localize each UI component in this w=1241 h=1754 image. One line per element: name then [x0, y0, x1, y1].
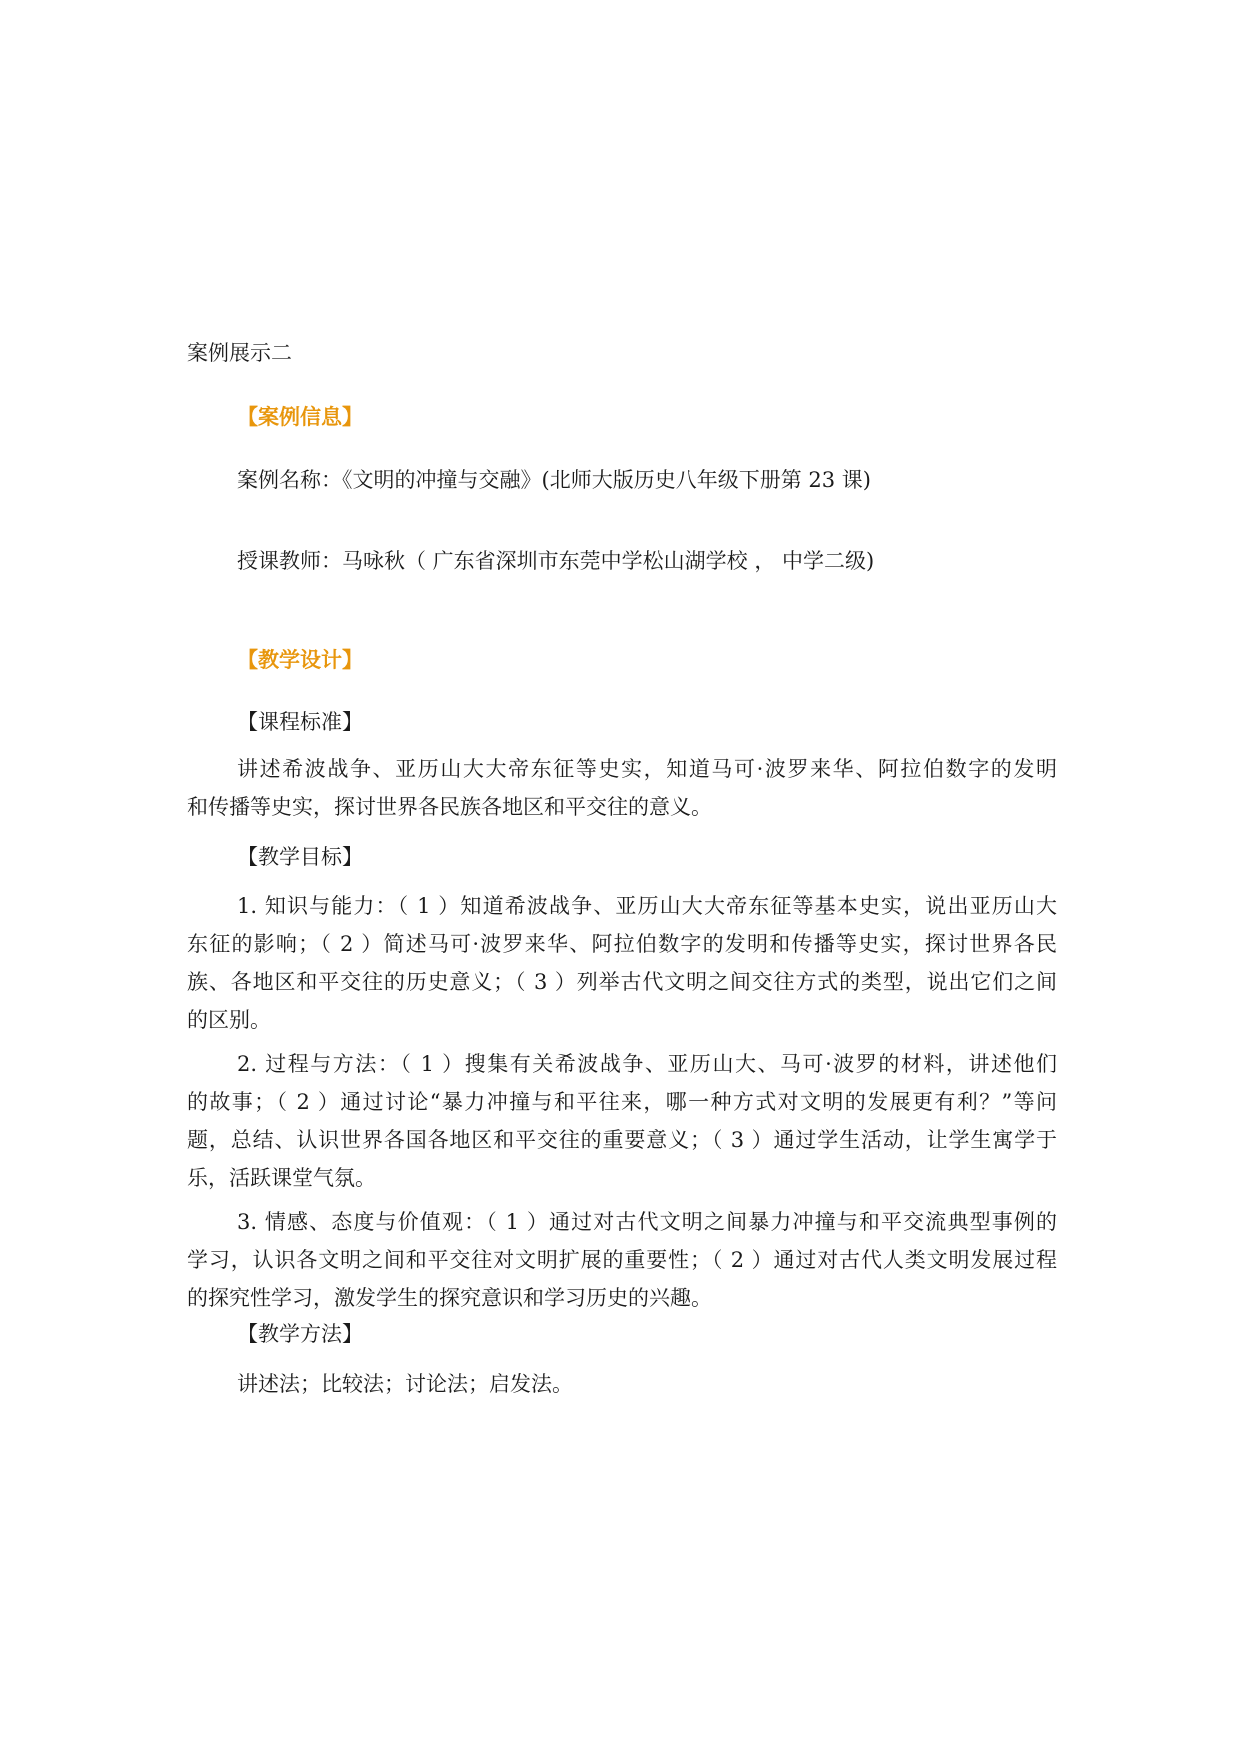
- goal-2-line: 2. 过程与方法：（ 1 ）搜集有关希波战争、亚历山大、马可·波罗的材料，讲述他们: [237, 1052, 1057, 1076]
- methods-heading: 【教学方法】: [237, 1322, 363, 1346]
- goal-2-paragraph: [187, 1045, 1057, 1197]
- goal-3-line: 的探究性学习，激发学生的探究意识和学习历史的兴趣。: [187, 1286, 712, 1310]
- page-title: 案例展示二: [187, 341, 292, 365]
- goal-1-line: 1. 知识与能力：（ 1 ）知道希波战争、亚历山大大帝东征等基本史实，说出亚历山大: [237, 894, 1057, 918]
- goal-1-line: 族、各地区和平交往的历史意义；（ 3 ）列举古代文明之间交往方式的类型，说出它们之间: [187, 970, 1057, 994]
- goal-1-line: 的区别。: [187, 1008, 271, 1032]
- teacher-info: 授课教师：马咏秋（ 广东省深圳市东莞中学松山湖学校 ， 中学二级): [237, 549, 875, 573]
- goal-1-paragraph: [187, 887, 1057, 1039]
- methods-text: 讲述法；比较法；讨论法；启发法。: [237, 1372, 573, 1396]
- goal-3-line: 学习，认识各文明之间和平交往对文明扩展的重要性；（ 2 ）通过对古代人类文明发展过程: [187, 1248, 1057, 1272]
- case-name: 案例名称：《文明的冲撞与交融》(北师大版历史八年级下册第 23 课): [237, 468, 871, 492]
- goal-2-line: 题，总结、认识世界各国各地区和平交往的重要意义；（ 3 ）通过学生活动，让学生寓学于: [187, 1128, 1057, 1152]
- goal-1-line: 东征的影响；（ 2 ）简述马可·波罗来华、阿拉伯数字的发明和传播等史实，探讨世界各民: [187, 932, 1057, 956]
- goals-heading: 【教学目标】: [237, 845, 363, 869]
- goal-2-line: 乐，活跃课堂气氛。: [187, 1166, 376, 1190]
- standard-line: 和传播等史实，探讨世界各民族各地区和平交往的意义。: [187, 795, 712, 819]
- standard-heading: 【课程标准】: [237, 710, 363, 734]
- goal-3-line: 3. 情感、态度与价值观：（ 1 ）通过对古代文明之间暴力冲撞与和平交流典型事例的: [237, 1210, 1057, 1234]
- standard-line: 讲述希波战争、亚历山大大帝东征等史实，知道马可·波罗来华、阿拉伯数字的发明: [237, 757, 1057, 781]
- case-info-heading: 【案例信息】: [237, 404, 363, 429]
- standard-paragraph: [187, 750, 1057, 826]
- goal-3-paragraph: [187, 1203, 1057, 1317]
- design-heading: 【教学设计】: [237, 647, 363, 672]
- goal-2-line: 的故事；（ 2 ）通过讨论“暴力冲撞与和平往来，哪一种方式对文明的发展更有利？”等问: [187, 1090, 1057, 1114]
